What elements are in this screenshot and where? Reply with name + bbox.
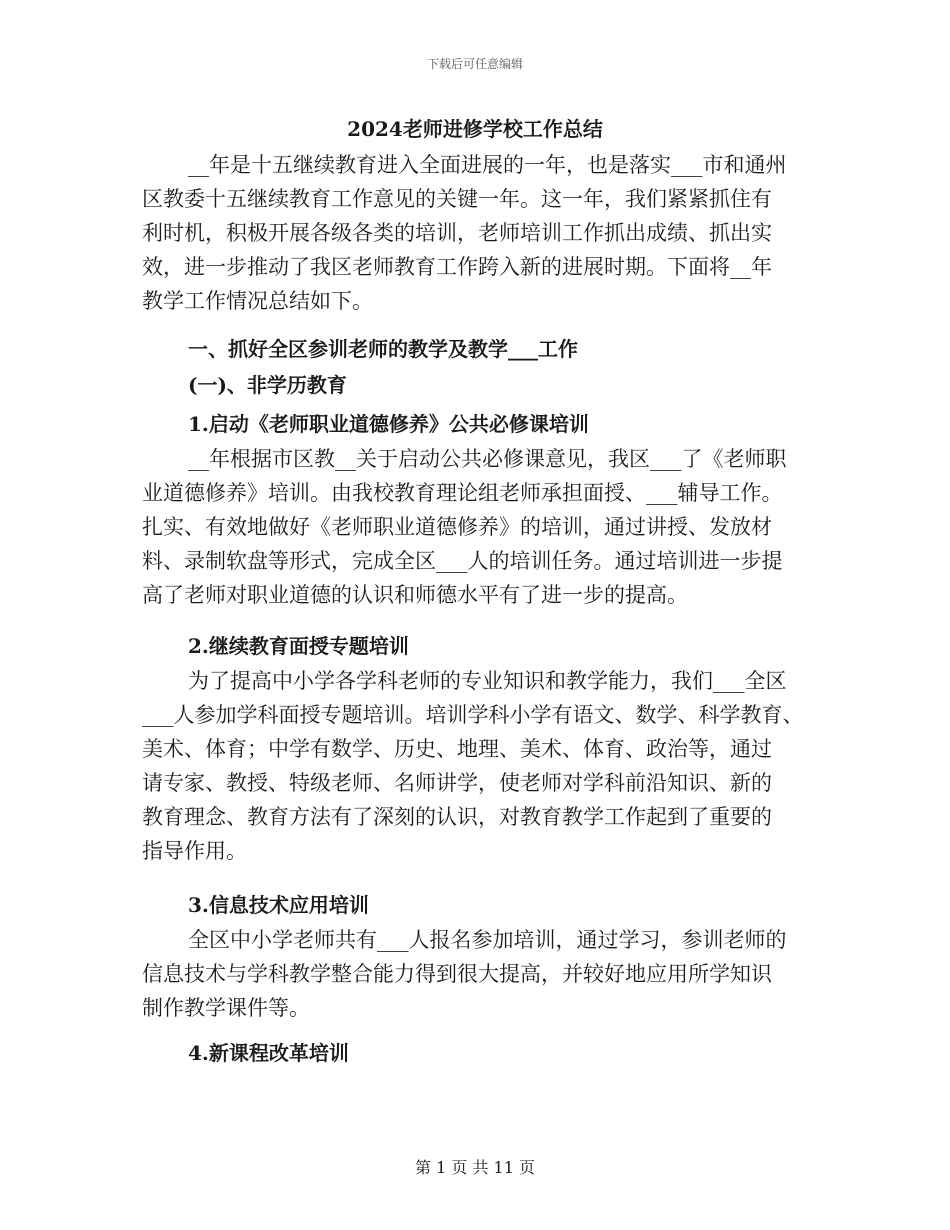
paragraph-line: 高了老师对职业道德的认识和师德水平有了进一步的提高。 (142, 583, 688, 607)
paragraph-line: 利时机，积极开展各级各类的培训，老师培训工作抓出成绩、抓出实 (142, 221, 772, 245)
paragraph-line: 效，进一步推动了我区老师教育工作跨入新的进展时期。下面将__年 (142, 255, 772, 279)
paragraph-line: 美术、体育；中学有数学、历史、地理、美术、体育、政治等，通过 (142, 737, 772, 761)
paragraph-line: 全区中小学老师共有___人报名参加培训，通过学习，参训老师的 (188, 928, 787, 952)
subsection-heading: (一)、非学历教育 (188, 373, 347, 397)
paragraph-line: ___人参加学科面授专题培训。培训学科小学有语文、数学、科学教育、 (142, 703, 804, 727)
paragraph-line: 制作教学课件等。 (142, 996, 310, 1020)
paragraph-line: 业道德修养》培训。由我校教育理论组老师承担面授、___辅导工作。 (142, 481, 783, 505)
paragraph-line: 扎实、有效地做好《老师职业道德修养》的培训，通过讲授、发放材 (142, 515, 772, 539)
section-heading: 一、抓好全区参训老师的教学及教学___工作 (188, 337, 578, 361)
item-heading: 3.信息技术应用培训 (188, 893, 369, 917)
paragraph-line: 指导作用。 (142, 839, 247, 863)
paragraph-line: 区教委十五继续教育工作意见的关键一年。这一年，我们紧紧抓住有 (142, 187, 772, 211)
paragraph-line: __年是十五继续教育进入全面进展的一年，也是落实___市和通州 (188, 153, 787, 177)
paragraph-line: 信息技术与学科教学整合能力得到很大提高，并较好地应用所学知识 (142, 962, 772, 986)
item-heading: 2.继续教育面授专题培训 (188, 634, 409, 658)
paragraph-line: 请专家、教授、特级老师、名师讲学，使老师对学科前沿知识、新的 (142, 771, 772, 795)
item-3 (142, 887, 814, 1025)
paragraph-line: __年根据市区教__关于启动公共必修课意见，我区___了《老师职 (188, 447, 787, 471)
paragraph-line: 教学工作情况总结如下。 (142, 289, 373, 313)
section-heading-1 (142, 331, 814, 367)
paragraph-line: 教育理念、教育方法有了深刻的认识，对教育教学工作起到了重要的 (142, 805, 772, 829)
item-1 (142, 406, 814, 612)
subsection-heading-1-1 (142, 367, 814, 403)
paragraph-line: 为了提高中小学各学科老师的专业知识和教学能力，我们___全区 (188, 669, 787, 693)
item-heading: 1.启动《老师职业道德修养》公共必修课培训 (188, 412, 589, 436)
intro-paragraph (142, 148, 814, 318)
page-number: 第 1 页 共 11 页 (415, 1158, 535, 1177)
paragraph-line: 料、录制软盘等形式，完成全区___人的培训任务。通过培训进一步提 (142, 549, 783, 573)
document-title: 2024老师进修学校工作总结 (347, 117, 603, 141)
item-4 (142, 1035, 814, 1071)
download-note: 下载后可任意编辑 (426, 57, 523, 71)
item-2 (142, 628, 814, 868)
item-heading: 4.新课程改革培训 (188, 1041, 349, 1065)
